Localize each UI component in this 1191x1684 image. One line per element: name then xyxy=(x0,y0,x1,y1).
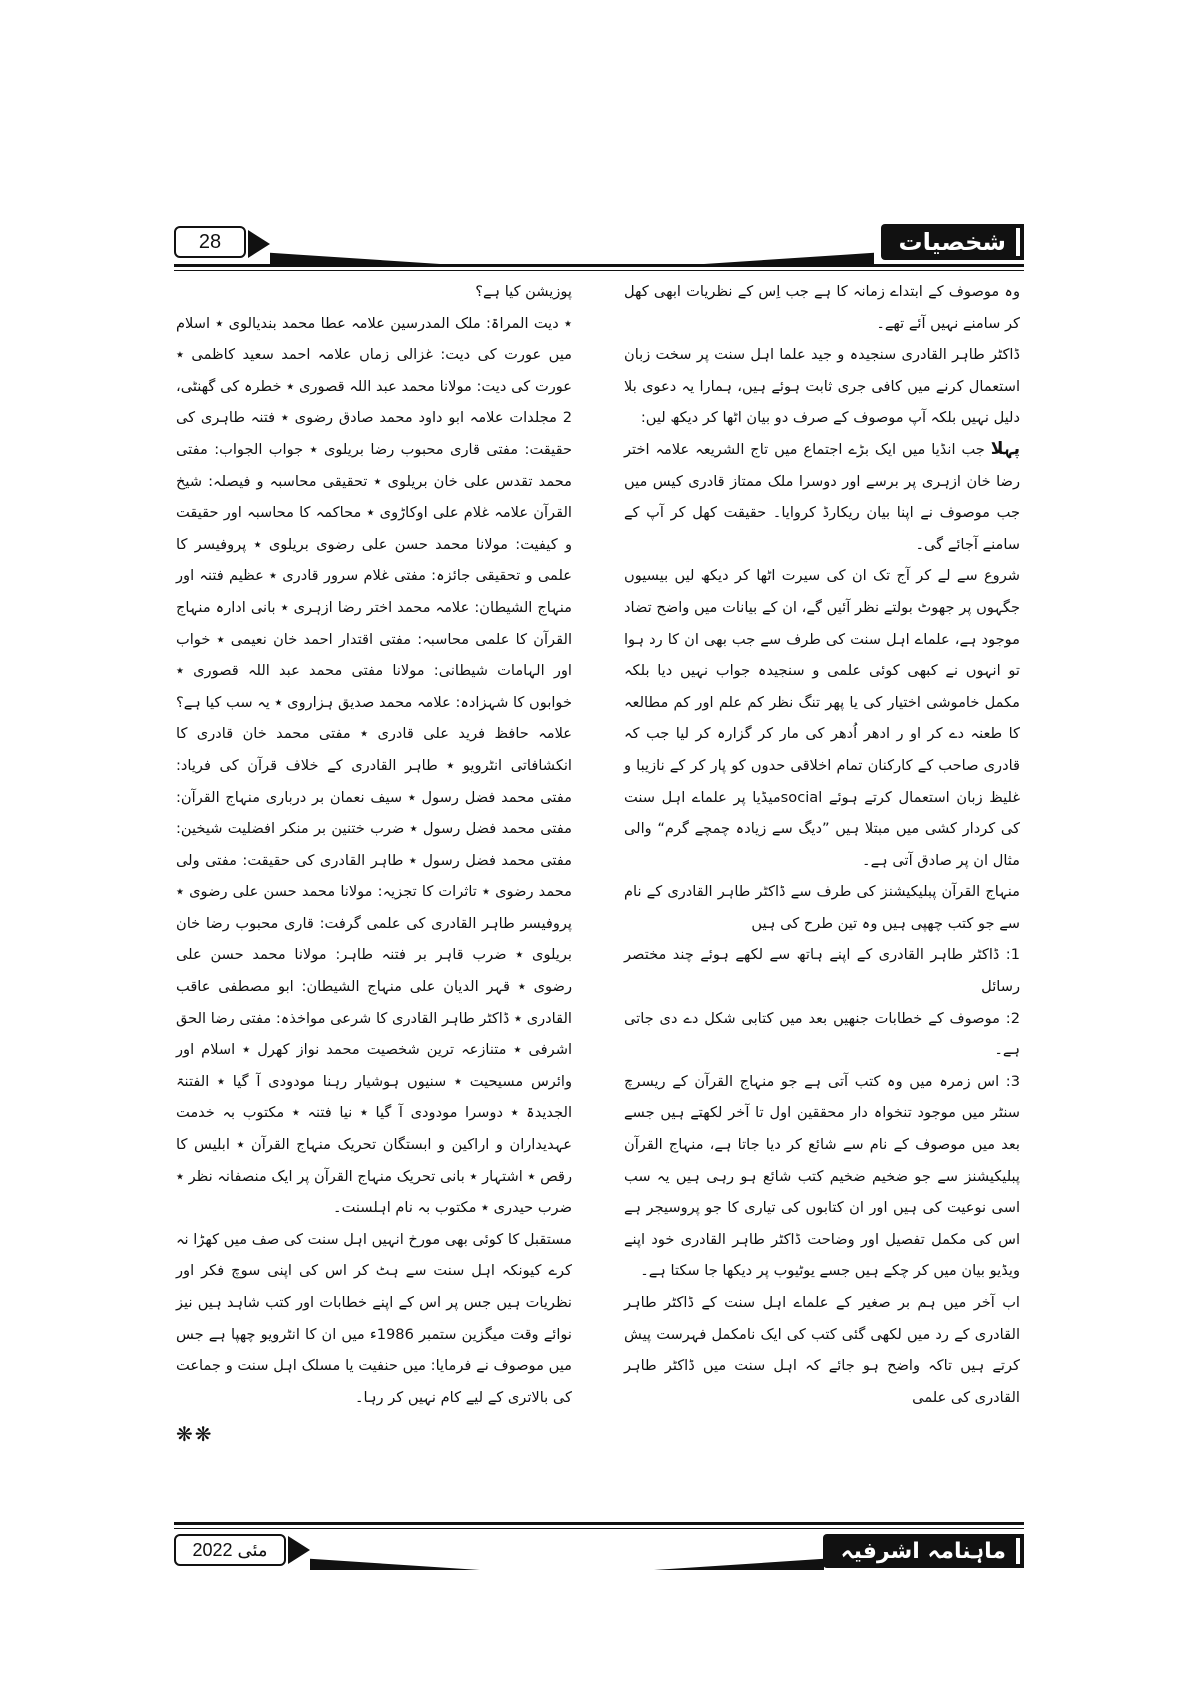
page-number: 28 xyxy=(174,226,246,258)
paragraph-text: جب انڈیا میں ایک بڑے اجتماع میں تاج الشریعہ علامہ اختر رضا خان ازہری پر برسے اور دوسرا ملک ممتاز قادری کیس میں جب موصوف نے اپنا بیان ریکارڈ کروایا۔ حقیقت کھل کر آپ کے سامنے آجائے گی۔ xyxy=(624,440,1020,553)
paragraph: منہاج القرآن پبلیکیشنز کی طرف سے ڈاکٹر طاہر القادری کے نام سے جو کتب چھپی ہیں وہ تین طرح کی ہیں xyxy=(624,883,1020,932)
end-mark: ❋❋ xyxy=(176,1422,214,1447)
footer-thin-rule xyxy=(174,1528,1024,1529)
footer-ornament-right-bar xyxy=(654,1542,824,1570)
section-title: شخصیات xyxy=(881,224,1024,260)
paragraph: شروع سے لے کر آج تک ان کی سیرت اٹھا کر دیکھ لیں بیسیوں جگہوں پر جھوٹ بولتے نظر آئیں گے، ان کے بیانات میں واضح تضاد موجود ہے، علماے اہل سنت کی طرف سے جب بھی ان کا رد ہوا تو انہوں نے کبھی کوئی علمی و سنجیدہ جواب نہیں دیا بلکہ مکمل خاموشی اختیار کی یا پھر تنگ نظر کم علم اور کم مطالعہ کا طعنہ دے کر او ر ادھر اُدھر کی مار کر گزارہ کر لیا جب کہ قادری صاحب کے کارکنان تمام اخلاقی حدوں کو پار کر کے نازیبا و غلیظ زبان استعمال کرتے ہوئے socialمیڈیا پر علماے اہل سنت کی کردار کشی میں مبتلا ہیں ”دیگ سے زیادہ چمچے گرم“ والی مثال ان پر صادق آتی ہے۔ xyxy=(624,567,1021,869)
paragraph: وہ موصوف کے ابتداے زمانہ کا ہے جب اِس کے نظریات ابھی کھل کر سامنے نہیں آئے تھے۔ xyxy=(624,283,1020,332)
list-item: 2: موصوف کے خطابات جنھیں بعد میں کتابی شکل دے دی جاتی ہے۔ xyxy=(624,1009,1020,1059)
magazine-name: ماہنامہ اشرفیہ xyxy=(823,1534,1024,1568)
right-column xyxy=(624,276,1020,1413)
header-rule xyxy=(174,264,1024,267)
footer-ornament-left xyxy=(288,1536,310,1564)
header-thin-rule xyxy=(174,270,1024,271)
list-item: 3: اس زمرہ میں وہ کتب آتی ہے جو منہاج القرآن کے ریسرچ سنٹر میں موجود تنخواہ دار محققین اول تا آخر لکھتے ہیں جسے بعد میں موصوف کے نام سے شائع کر دیا جاتا ہے، منہاج القرآن پبلیکیشنز سے جو ضخیم ضخیم کتب شائع ہو رہی ہیں یہ سب اسی نوعیت کی ہیں اور ان کتابوں کی تیاری کا جو پروسیجر ہے اس کی مکمل تفصیل اور وضاحت ڈاکٹر طاہر القادری خود اپنے ویڈیو بیان میں کر چکے ہیں جسے یوٹیوب پر دیکھا جا سکتا ہے۔ xyxy=(624,1072,1020,1280)
bold-lead: پہلا xyxy=(990,438,1020,459)
paragraph xyxy=(624,434,1020,560)
paragraph: ڈاکٹر طاہر القادری سنجیدہ و جید علما اہل سنت پر سخت زبان استعمال کرنے میں کافی جری ثابت ہوئے ہیں، ہمارا یہ دعوی بلا دلیل نہیں بلکہ آپ موصوف کے صرف دو بیان اٹھا کر دیکھ لیں: xyxy=(624,346,1020,427)
page-footer xyxy=(174,1520,1024,1572)
header-ornament-right-bar xyxy=(704,236,874,264)
footer-rule xyxy=(174,1522,1024,1525)
paragraph: اب آخر میں ہم بر صغیر کے علماے اہل سنت کے ڈاکٹر طاہر القادری کے رد میں لکھی گئی کتب کی ایک نامکمل فہرست پیش کرتے ہیں تاکہ واضح ہو جائے کہ اہل سنت میں ڈاکٹر طاہر القادری کی علمی xyxy=(624,1294,1020,1406)
left-column xyxy=(176,276,572,1451)
footer-ornament-left-bar xyxy=(310,1542,480,1570)
paragraph: مستقبل کا کوئی بھی مورخ انہیں اہل سنت کی صف میں کھڑا نہ کرے کیونکہ اہل سنت سے ہٹ کر اس کی اپنی سوچ فکر اور نظریات ہیں جس پر اس کے اپنے خطابات اور کتب شاہد ہیں نیز نوائے وقت میگزین ستمبر 1986ء میں ان کا انٹرویو چھپا ہے جس میں موصوف نے فرمایا: میں حنفیت یا مسلک اہل سنت و جماعت کی بالاتری کے لیے کام نہیں کر رہا۔ xyxy=(176,1230,572,1406)
issue-date: مئی 2022 xyxy=(174,1534,286,1566)
list-item: 1: ڈاکٹر طاہر القادری کے اپنے ہاتھ سے لکھے ہوئے چند مختصر رسائل xyxy=(624,946,1020,996)
page-header xyxy=(174,220,1024,272)
header-ornament-left-bar xyxy=(270,236,440,264)
paragraph: پوزیشن کیا ہے؟ xyxy=(475,283,572,300)
header-ornament-left xyxy=(248,230,270,258)
book-list: ٭ دیت المراۃ: ملک المدرسین علامہ عطا محمد بندیالوی ٭ اسلام میں عورت کی دیت: غزالی زماں علامہ احمد سعید کاظمی ٭ عورت کی دیت: مولانا محمد عبد اللہ قصوری ٭ خطرہ کی گھنٹی، 2 مجلدات علامہ ابو داود محمد صادق رضوی ٭ فتنہ طاہری کی حقیقت: مفتی قاری محبوب رضا بریلوی ٭ جواب الجواب: مفتی محمد تقدس علی خان بریلوی ٭ تحقیقی محاسبہ و فیصلہ: شیخ القرآن علامہ غلام علی اوکاڑوی ٭ محاکمہ کا محاسبہ اور حقیقت و کیفیت: مولانا محمد حسن علی رضوی بریلوی ٭ پروفیسر کا علمی و تحقیقی جائزہ: مفتی غلام سرور قادری ٭ عظیم فتنہ اور منہاج الشیطان: علامہ محمد اختر رضا ازہری ٭ بانی ادارہ منہاج القرآن کا علمی محاسبہ: مفتی اقتدار احمد خان نعیمی ٭ خواب اور الہامات شیطانی: مولانا مفتی محمد عبد اللہ قصوری ٭ خوابوں کا شہزادہ: علامہ محمد صدیق ہزاروی ٭ یہ سب کیا ہے؟ علامہ حافظ فرید علی قادری ٭ مفتی محمد خان قادری کا انکشافاتی انٹرویو ٭ طاہر القادری کے خلاف قرآن کی فریاد: مفتی محمد فضل رسول ٭ سیف نعمان بر درباری منہاج القرآن: مفتی محمد فضل رسول ٭ ضرب ختنین بر منکر افضلیت شیخین: مفتی محمد فضل رسول ٭ طاہر القادری کی حقیقت: مفتی ولی محمد رضوی ٭ تاثرات کا تجزیہ: مولانا محمد حسن علی رضوی ٭ پروفیسر طاہر القادری کی علمی گرفت: قاری محبوب رضا خان بریلوی ٭ ضرب قاہر بر فتنہ طاہر: مولانا محمد حسن علی رضوی ٭ قہر الدیان علی منہاج الشیطان: ابو مصطفی عاقب القادری ٭ ڈاکٹر طاہر القادری کا شرعی مواخذہ: مفتی رضا الحق اشرفی ٭ متنازعہ ترین شخصیت محمد نواز کھرل ٭ اسلام اور وائرس مسیحیت ٭ سنیوں ہوشیار رہنا مودودی آ گیا ٭ الفتنۃ الجدیدۃ ٭ دوسرا مودودی آ گیا ٭ نیا فتنہ ٭ مکتوب بہ خدمت عہدیداران و اراکین و ابستگان تحریک منہاج القرآن ٭ ابلیس کا رقص ٭ اشتہار ٭ بانی تحریک منہاج القرآن پر ایک منصفانہ نظر ٭ ضرب حیدری ٭ مکتوب بہ نام اہلسنت۔ xyxy=(176,314,572,1217)
